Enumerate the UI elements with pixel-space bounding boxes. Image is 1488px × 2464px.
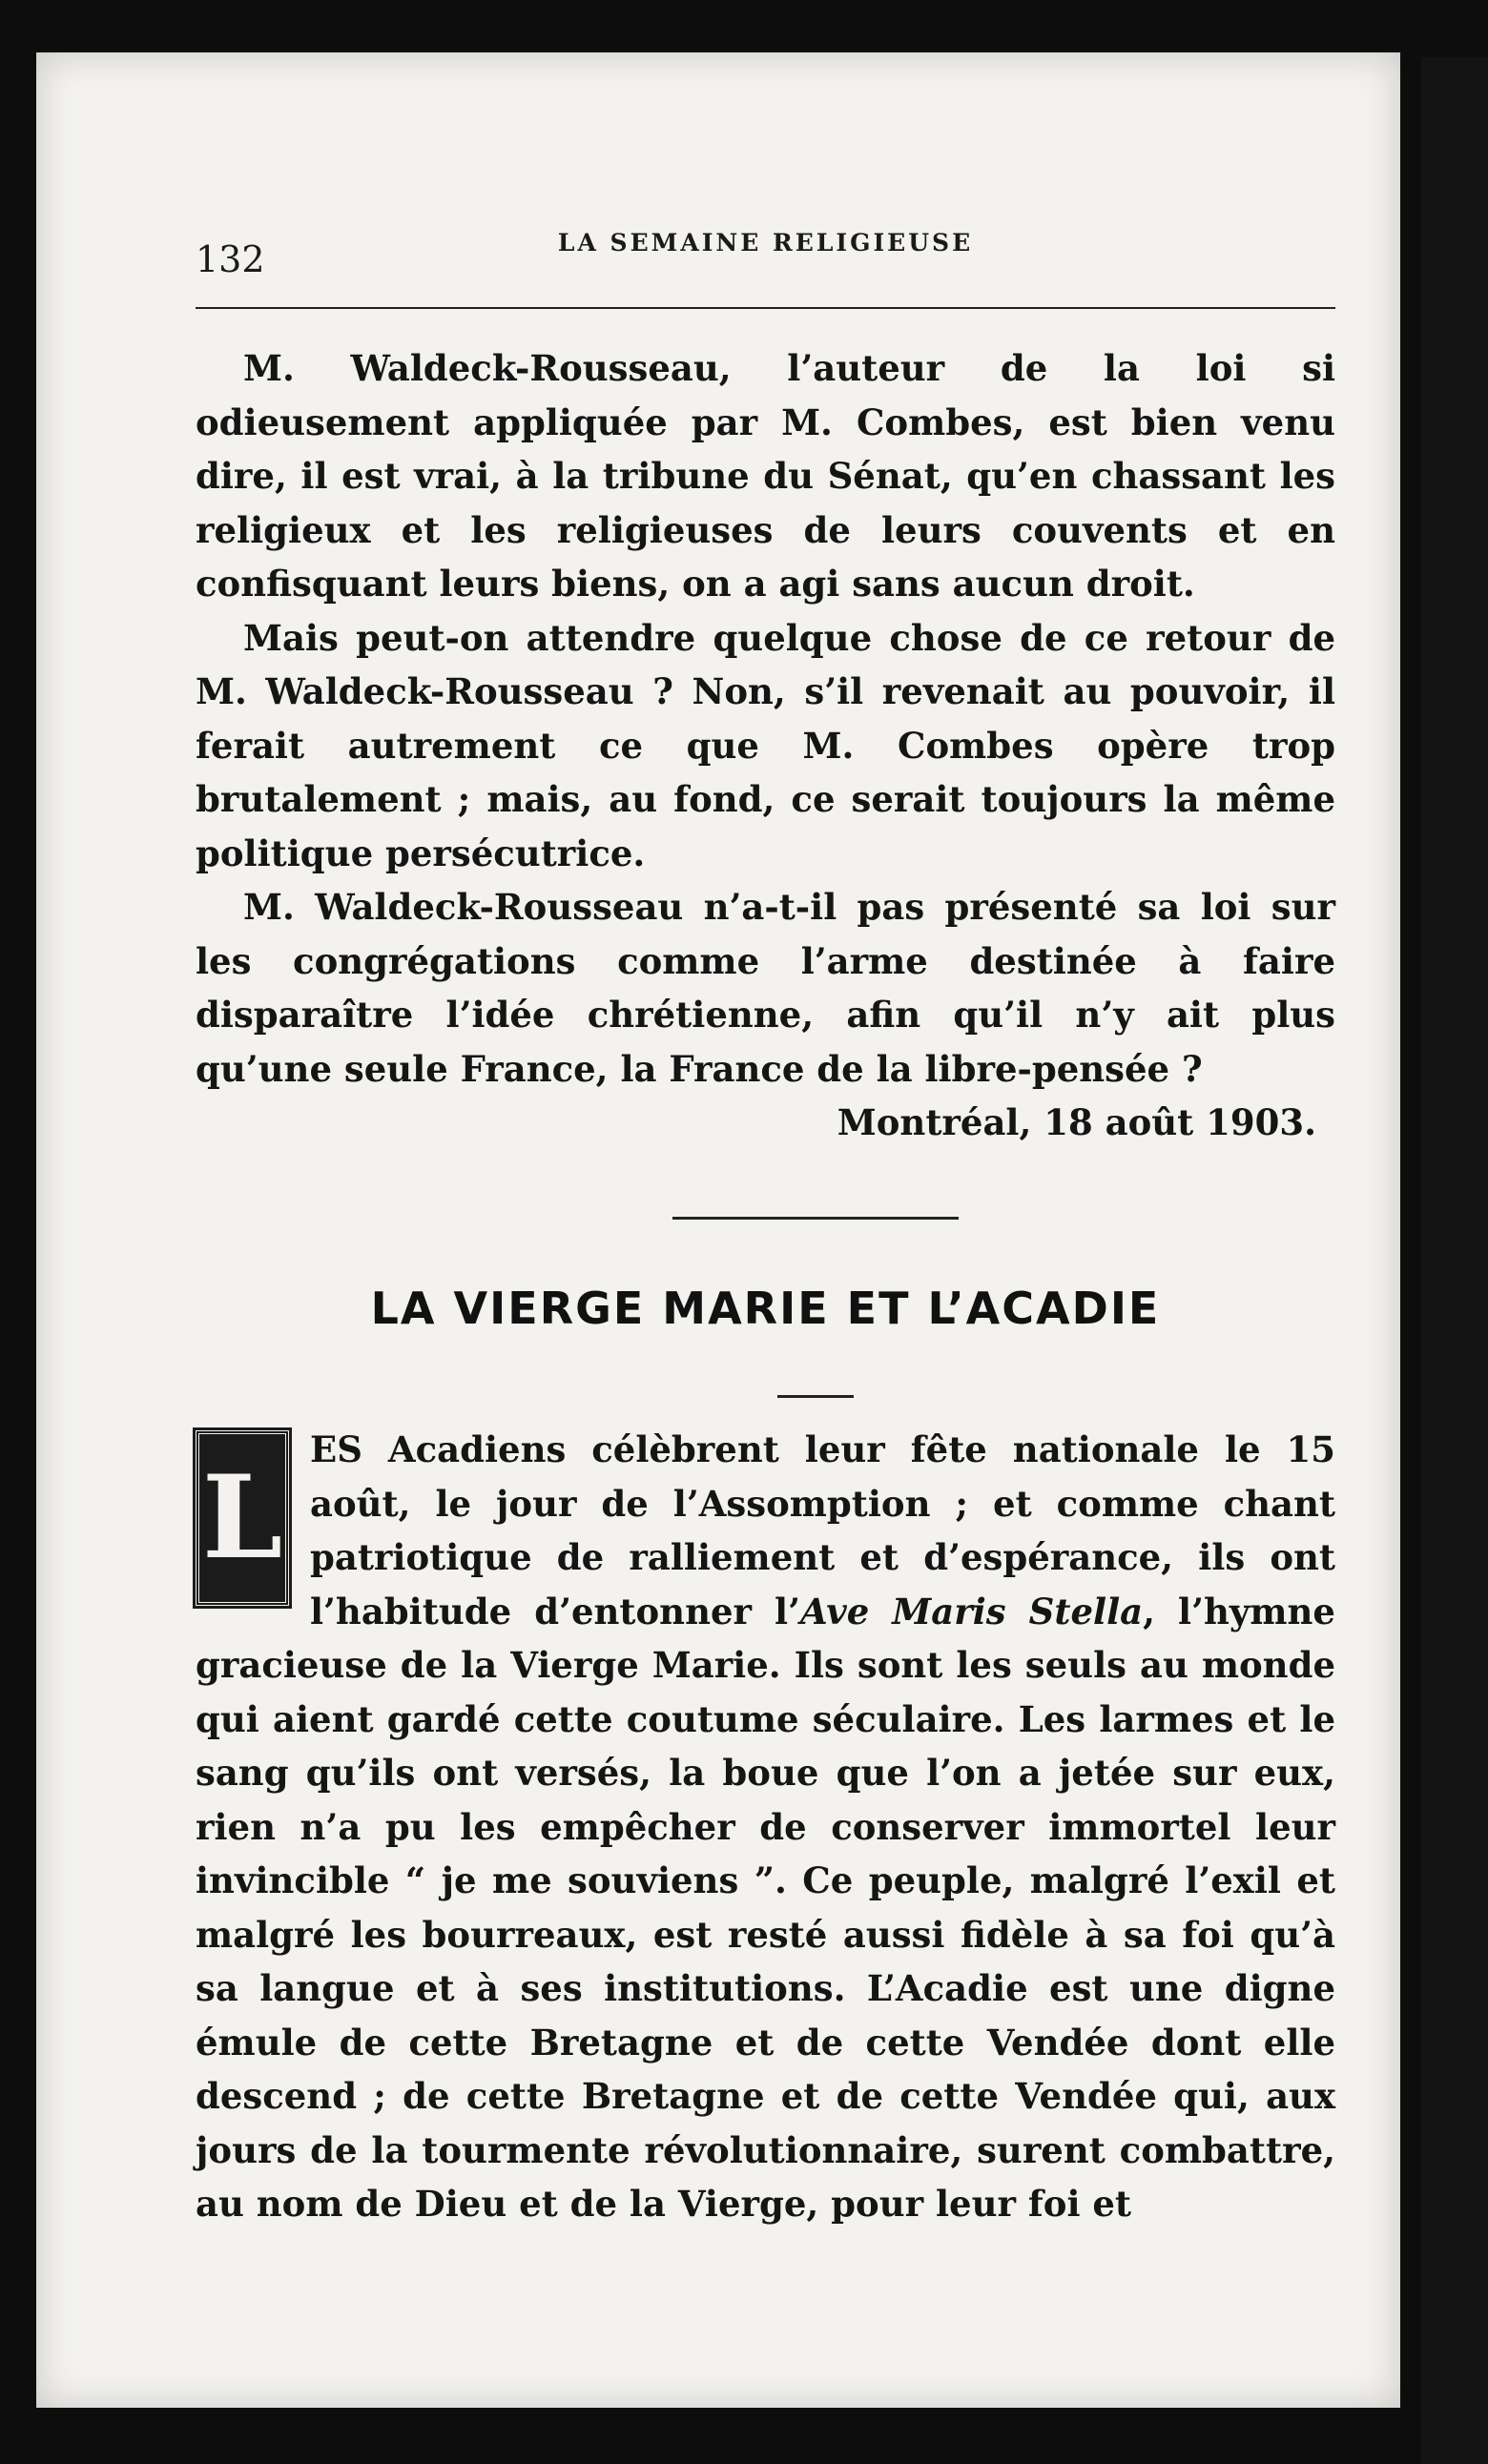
paragraph: M. Waldeck-Rousseau, l’auteur de la loi si odieusement appliquée par M. Combes, est bien venu dire, il est vrai, à la tribune du Sénat, qu’en chassant les religieux et les religieuses de leurs couvents et en confisquant leurs biens, on a agi sans aucun droit.	[196, 347, 1335, 605]
article-title: LA VIERGE MARIE ET L’ACADIE	[370, 1283, 1161, 1334]
paragraph: Mais peut-on attendre quelque chose de ce retour de M. Waldeck-Rousseau ? Non, s’il revenait au pouvoir, il ferait autrement ce que M. Combes opère trop brutalement ; mais, au fond, ce serait toujours la même politique persécutrice.	[196, 616, 1335, 874]
text-segment: ES Acadiens célèbrent leur fête nationale le 15 août, le jour de l’Assomption ; et comme chant patriotique de ralliement et d’espérance, ils ont l’habitude d’entonner l’	[310, 1428, 1335, 1632]
section-separator-rule	[672, 1217, 959, 1220]
scan-background-edge	[1421, 57, 1488, 2464]
paragraph: M. Waldeck-Rousseau n’a-t-il pas présenté sa loi sur les congrégations comme l’arme destinée à faire disparaître l’idée chrétienne, afin qu’il n’y ait plus qu’une seule France, la France de la libre-pensée ?	[196, 886, 1335, 1090]
dateline: Montréal, 18 août 1903.	[837, 1101, 1316, 1143]
drop-cap-initial: L	[196, 1430, 289, 1606]
title-rule	[777, 1395, 854, 1398]
text-segment: , l’hymne gracieuse de la Vierge Marie. Ils sont les seuls au monde qui aient gardé cette coutume séculaire. Les larmes et le sang qu’ils ont versés, la boue que l’on a jetée sur eux, rien n’a pu les empêcher de conserver immortel leur invincible “ je me souviens ”. Ce peuple, malgré l’exil et malgré les bourreaux, est resté aussi fidèle à sa foi qu’à sa langue et à ses institutions. L’Acadie est une digne émule de cette Bretagne et de cette Vendée dont elle descend ; de cette Bretagne et de cette Vendée qui, aux jours de la tourmente révolutionnaire, surent combattre, au nom de Dieu et de la Vierge, pour leur foi et	[196, 1590, 1335, 2225]
first-paragraph	[196, 1423, 1335, 2231]
journal-title: LA SEMAINE RELIGIEUSE	[557, 229, 974, 257]
running-head	[196, 181, 1335, 286]
italic-hymn-title: Ave Maris Stella	[800, 1590, 1144, 1632]
page-number: 132	[196, 238, 265, 280]
previous-article-text	[196, 341, 1335, 1150]
header-rule	[196, 307, 1335, 309]
article-text	[196, 1423, 1335, 2231]
